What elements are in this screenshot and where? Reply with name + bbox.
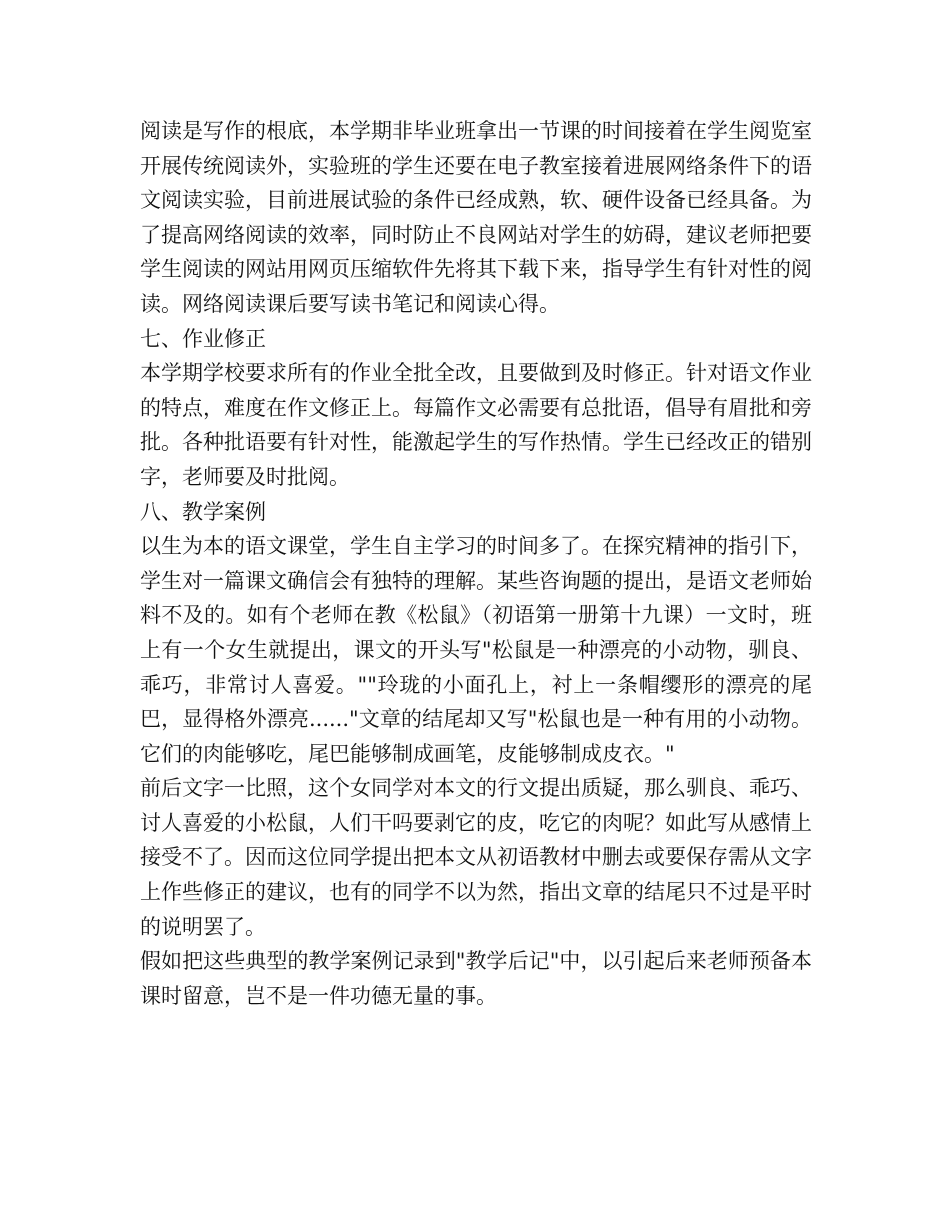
paragraph-homework-correction: 本学期学校要求所有的作业全批全改，且要做到及时修正。针对语文作业的特点，难度在作文修正上。每篇作文必需要有总批语，倡导有眉批和旁批。各种批语要有针对性，能激起学生的写作热情。学生已经改正的错别字，老师要及时批阅。 (140, 361, 812, 489)
paragraph-squirrel-case: 以生为本的语文课堂，学生自主学习的时间多了。在探究精神的指引下，学生对一篇课文确信会有独特的理解。某些咨询题的提出，是语文老师始料不及的。如有个老师在教《松鼠》（初语第一册第十九课）一文时，班上有一个女生就提出，课文的开头写"松鼠是一种漂亮的小动物，驯良、乖巧，非常讨人喜爱。""玲珑的小面孔上，衬上一条帽缨形的漂亮的尾巴，显得格外漂亮......"文章的结尾却又写"松鼠也是一种有用的小动物。它们的肉能够吃，尾巴能够制成画笔，皮能够制成皮衣。" (140, 534, 812, 766)
section-heading-teaching-cases: 八、教学案例 (140, 499, 266, 524)
section-heading-homework-correction: 七、作业修正 (140, 326, 266, 351)
paragraph-network-reading: 阅读是写作的根底，本学期非毕业班拿出一节课的时间接着在学生阅览室开展传统阅读外，实验班的学生还要在电子教室接着进展网络条件下的语文阅读实验，目前进展试验的条件已经成熟，软、硬件设备已经具备。为了提高网络阅读的效率，同时防止不良网站对学生的妨碍，建议老师把要学生阅读的网站用网页压缩软件先将其下载下来，指导学生有针对性的阅读。网络阅读课后要写读书笔记和阅读心得。 (140, 119, 812, 316)
paragraph-student-question: 前后文字一比照，这个女同学对本文的行文提出质疑，那么驯良、乖巧、讨人喜爱的小松鼠，人们干吗要剥它的皮，吃它的肉呢？如此写从感情上接受不了。因而这位同学提出把本文从初语教材中删去或要保存需从文字上作些修正的建议，也有的同学不以为然，指出文章的结尾只不过是平时的说明罢了。 (140, 776, 812, 939)
paragraph-teaching-notes: 假如把这些典型的教学案例记录到"教学后记"中，以引起后来老师预备本课时留意，岂不是一件功德无量的事。 (140, 949, 812, 1008)
document-body (140, 114, 812, 1013)
